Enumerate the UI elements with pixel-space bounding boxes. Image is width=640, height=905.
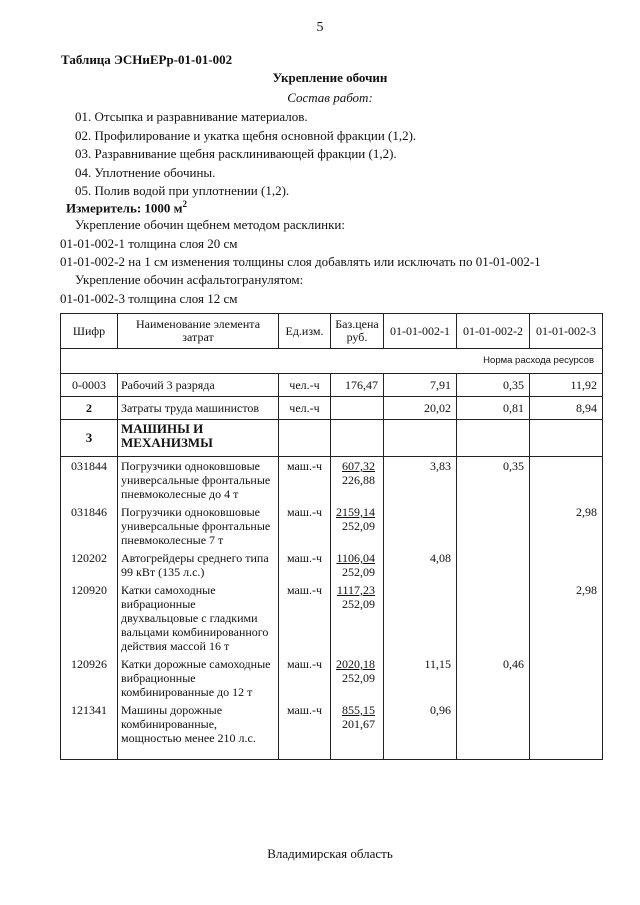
- machine-price: [331, 581, 384, 655]
- row-value-1: 20,02: [384, 397, 457, 420]
- machine-value-1: 0,96: [384, 701, 457, 760]
- machine-code: 031846: [61, 503, 118, 549]
- row-code: 0-0003: [61, 374, 118, 397]
- machine-code: 031844: [61, 457, 118, 504]
- machine-name: Катки дорожные самоходные вибрационные комбинированные до 12 т: [118, 655, 279, 701]
- row-unit: чел.-ч: [279, 374, 331, 397]
- composition-title: Состав работ:: [287, 90, 373, 105]
- machine-price: [331, 701, 384, 760]
- price-wage: 252,09: [342, 671, 375, 685]
- machine-value-2: [457, 549, 530, 581]
- machine-unit: маш.-ч: [279, 701, 331, 760]
- machine-unit: маш.-ч: [279, 581, 331, 655]
- machine-code: 120920: [61, 581, 118, 655]
- row-price: [331, 397, 384, 420]
- machine-value-3: [530, 549, 603, 581]
- machine-value-1: 4,08: [384, 549, 457, 581]
- work-item: 01. Отсыпка и разравнивание материалов.: [75, 109, 308, 124]
- price-current: 2159,14: [336, 505, 375, 519]
- machines-body: [61, 457, 603, 760]
- machine-value-2: 0,46: [457, 655, 530, 701]
- machine-value-3: [530, 457, 603, 504]
- machine-value-1: 11,15: [384, 655, 457, 701]
- machine-row: [61, 503, 603, 549]
- table-row: [61, 374, 603, 397]
- machine-row: [61, 549, 603, 581]
- row-name: Затраты труда машинистов: [118, 397, 279, 420]
- works-list: [75, 108, 416, 201]
- work-item: 02. Профилирование и укатка щебня основной фракции (1,2).: [75, 127, 417, 143]
- header-col-2: 01-01-002-2: [457, 314, 530, 349]
- work-item: 03. Разравнивание щебня расклинивающей фракции (1,2).: [75, 146, 397, 162]
- resource-norms-table: [60, 313, 603, 760]
- machine-name: Погрузчики одноковшовые универсальные фронтальные пневмоколесные 7 т: [118, 503, 279, 549]
- machine-price: [331, 655, 384, 701]
- price-current: 607,32: [342, 459, 375, 473]
- price-current: 1117,23: [336, 583, 375, 597]
- machine-name: Погрузчики одноковшовые универсальные фронтальные пневмоколесные до 4 т: [118, 457, 279, 504]
- row-price: 176,47: [331, 374, 384, 397]
- header-code: Шифр: [61, 314, 118, 349]
- machine-code: 120926: [61, 655, 118, 701]
- row-code: 2: [61, 397, 118, 420]
- machine-value-1: [384, 581, 457, 655]
- price-wage: 252,09: [342, 519, 375, 533]
- row-value-2: 0,35: [457, 374, 530, 397]
- header-name: Наименование элемента затрат: [118, 314, 279, 349]
- header-col-1: 01-01-002-1: [384, 314, 457, 349]
- intro-crushed-stone: Укрепление обочин щебнем методом расклинки:: [75, 217, 345, 232]
- group-code: 3: [61, 420, 118, 457]
- table-row: [61, 397, 603, 420]
- row-value-3: 11,92: [530, 374, 603, 397]
- group-name: МАШИНЫ И МЕХАНИЗМЫ: [118, 420, 279, 457]
- machine-value-2: [457, 701, 530, 760]
- machine-price: [331, 457, 384, 504]
- header-unit: Ед.изм.: [279, 314, 331, 349]
- machine-code: 121341: [61, 701, 118, 760]
- table-header-row: [61, 314, 603, 349]
- intro-asphalt-granulate: Укрепление обочин асфальтогранулятом:: [75, 272, 304, 287]
- price-wage: 201,67: [342, 717, 375, 731]
- machine-row: [61, 581, 603, 655]
- machine-unit: маш.-ч: [279, 503, 331, 549]
- header-col-3: 01-01-002-3: [530, 314, 603, 349]
- machine-name: Автогрейдеры среднего типа 99 кВт (135 л.с.): [118, 549, 279, 581]
- machine-name: Катки самоходные вибрационные двухвальцовые с гладкими вальцами комбинированного действия массой 16 т: [118, 581, 279, 655]
- row-unit: чел.-ч: [279, 397, 331, 420]
- price-current: 855,15: [342, 703, 375, 717]
- row-value-1: 7,91: [384, 374, 457, 397]
- work-item: 05. Полив водой при уплотнении (1,2).: [75, 183, 290, 199]
- machine-name: Машины дорожные комбинированные, мощностью менее 210 л.с.: [118, 701, 279, 760]
- section-title: Укрепление обочин: [272, 70, 388, 85]
- item-01-01-002-1: 01-01-002-1 толщина слоя 20 см: [60, 236, 238, 251]
- measure-sup: 2: [182, 199, 188, 209]
- machine-value-2: [457, 503, 530, 549]
- work-item: 04. Уплотнение обочины.: [75, 164, 216, 180]
- price-wage: 252,09: [342, 565, 375, 579]
- price-wage: 252,09: [342, 597, 375, 611]
- machine-code: 120202: [61, 549, 118, 581]
- machine-row: [61, 457, 603, 504]
- row-value-2: 0,81: [457, 397, 530, 420]
- machine-value-1: 3,83: [384, 457, 457, 504]
- measure-label: Измеритель: 1000 м: [66, 200, 183, 216]
- machine-unit: маш.-ч: [279, 655, 331, 701]
- machine-price: [331, 549, 384, 581]
- header-price: Баз.цена руб.: [331, 314, 384, 349]
- machine-price: [331, 503, 384, 549]
- item-01-01-002-3: 01-01-002-3 толщина слоя 12 см: [60, 291, 238, 306]
- machine-value-2: 0,35: [457, 457, 530, 504]
- price-current: 1106,04: [336, 551, 375, 565]
- machine-row: [61, 701, 603, 760]
- machine-unit: маш.-ч: [279, 549, 331, 581]
- price-wage: 226,88: [342, 473, 375, 487]
- norm-label-row: [61, 349, 603, 374]
- machine-value-3: [530, 701, 603, 760]
- group-row-machines: [61, 420, 603, 457]
- machine-row: [61, 655, 603, 701]
- norm-label: Норма расхода ресурсов: [61, 349, 603, 374]
- item-01-01-002-2: 01-01-002-2 на 1 см изменения толщины слоя добавлять или исключать по 01-01-002-1: [60, 254, 541, 269]
- machine-value-3: [530, 655, 603, 701]
- measure-unit: [66, 199, 187, 216]
- row-name: Рабочий 3 разряда: [118, 374, 279, 397]
- machine-unit: маш.-ч: [279, 457, 331, 504]
- machine-value-1: [384, 503, 457, 549]
- table-id: Таблица ЭСНиЕРр-01-01-002: [61, 52, 233, 67]
- machine-value-2: [457, 581, 530, 655]
- machine-value-3: 2,98: [530, 503, 603, 549]
- row-value-3: 8,94: [530, 397, 603, 420]
- footer-region: Владимирская область: [267, 846, 393, 861]
- price-current: 2020,18: [336, 657, 375, 671]
- machine-value-3: 2,98: [530, 581, 603, 655]
- page-number: 5: [316, 20, 324, 35]
